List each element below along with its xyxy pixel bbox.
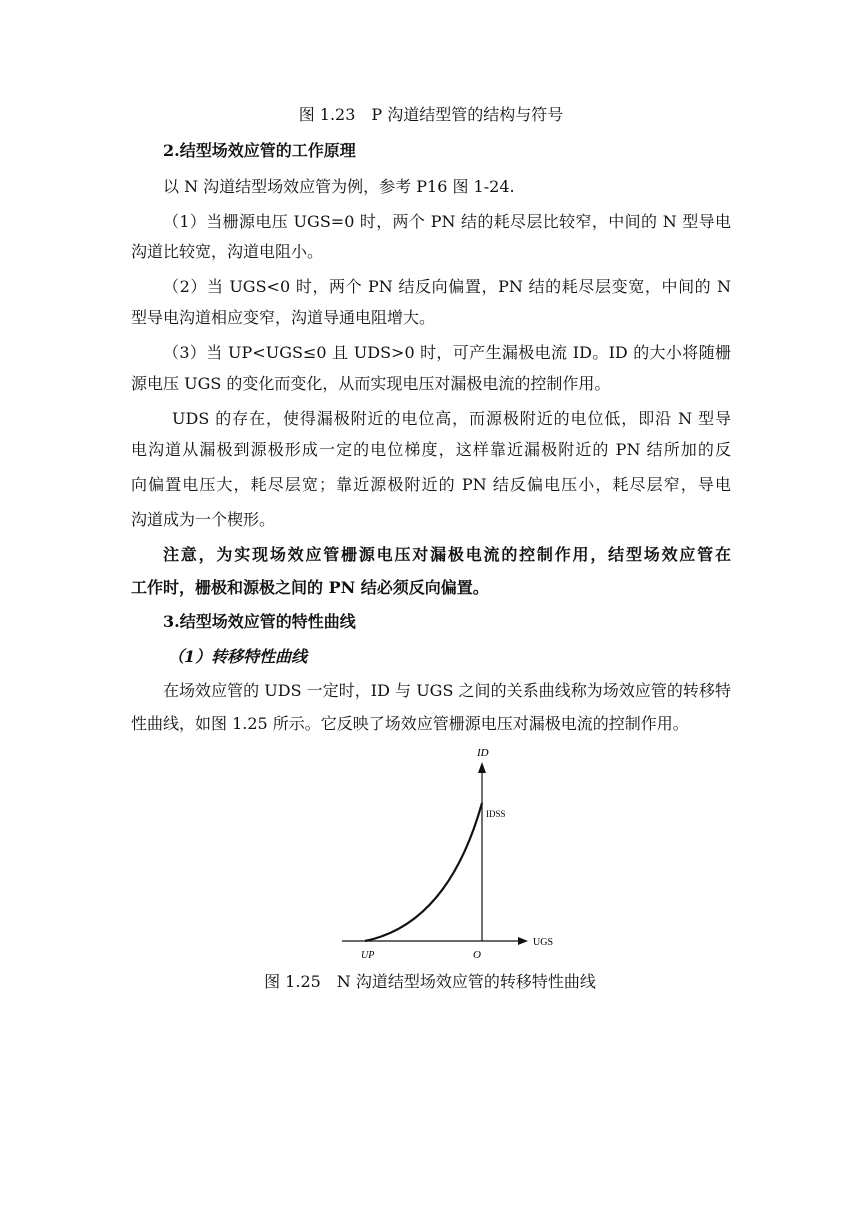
transfer-curve [365, 803, 482, 941]
paragraph-4-line-4: 沟道成为一个楔形。 [131, 510, 276, 529]
note-line-1: 注意，为实现场效应管栅源电压对漏极电流的控制作用，结型场效应管在 [163, 545, 731, 564]
figure-1-23-caption: 图 1.23 P 沟道结型管的结构与符号 [298, 105, 564, 124]
paragraph-1-line-1: （1）当栅源电压 UGS=0 时，两个 PN 结的耗尽层比较窄，中间的 N 型导电 [163, 212, 731, 231]
paragraph-4-line-1: UDS 的存在，使得漏极附近的电位高，而源极附近的电位低，即沿 N 型导 [172, 409, 731, 428]
paragraph-3-line-2: 源电压 UGS 的变化而变化，从而实现电压对漏极电流的控制作用。 [131, 374, 611, 393]
idss-label: IDSS [486, 809, 506, 819]
y-axis-label: ID [477, 748, 489, 759]
subsection-transfer-curve: （1）转移特性曲线 [168, 647, 308, 666]
section-2-heading: 2.结型场效应管的工作原理 [163, 141, 356, 160]
transfer-characteristic-figure [330, 748, 560, 962]
paragraph-4-line-2: 电沟道从漏极到源极形成一定的电位梯度，这样靠近漏极附近的 PN 结所加的反 [131, 440, 731, 459]
x-axis-arrow [518, 937, 528, 945]
paragraph-2-line-1: （2）当 UGS<0 时，两个 PN 结反向偏置，PN 结的耗尽层变宽，中间的 N [163, 277, 731, 296]
origin-label: O [473, 949, 481, 961]
x-axis-label: UGS [533, 937, 554, 948]
up-label: UP [361, 950, 375, 961]
figure-1-25-caption: 图 1.25 N 沟道结型场效应管的转移特性曲线 [264, 972, 596, 991]
transfer-curve-graph [330, 748, 560, 962]
description-line-2: 性曲线，如图 1.25 所示。它反映了场效应管栅源电压对漏极电流的控制作用。 [131, 714, 689, 733]
section-3-heading: 3.结型场效应管的特性曲线 [163, 612, 356, 631]
paragraph-1-line-2: 沟道比较宽，沟道电阻小。 [131, 242, 324, 261]
description-line-1: 在场效应管的 UDS 一定时，ID 与 UGS 之间的关系曲线称为场效应管的转移特 [163, 681, 731, 700]
y-axis-arrow [478, 762, 486, 773]
note-line-2: 工作时，栅极和源极之间的 PN 结必须反向偏置。 [131, 578, 489, 597]
paragraph-4-line-3: 向偏置电压大，耗尽层宽；靠近源极附近的 PN 结反偏电压小，耗尽层窄，导电 [131, 475, 731, 494]
paragraph-3-line-1: （3）当 UP<UGS≤0 且 UDS>0 时，可产生漏极电流 ID。ID 的大小将随栅 [163, 343, 731, 362]
paragraph-2-line-2: 型导电沟道相应变窄，沟道导通电阻增大。 [131, 308, 436, 327]
section-2-intro: 以 N 沟道结型场效应管为例，参考 P16 图 1-24. [163, 177, 515, 196]
